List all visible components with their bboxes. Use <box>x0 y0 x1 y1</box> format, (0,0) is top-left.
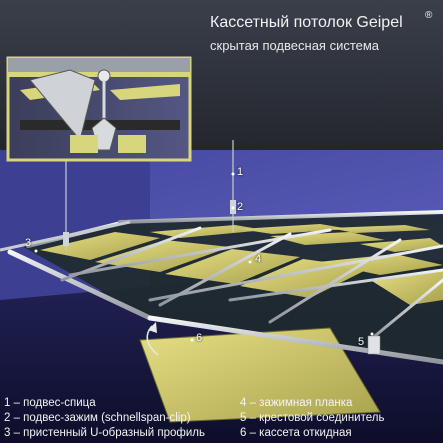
diagram-subtitle: скрытая подвесная система <box>210 38 380 53</box>
legend-item-5: 5 – крестовой соединитель <box>240 412 385 424</box>
legend-item-4: 4 – зажимная планка <box>240 397 353 409</box>
legend-item-1: 1 – подвес-спица <box>4 397 96 409</box>
legend-item-3: 3 – пристенный U-образный профиль <box>4 427 205 439</box>
callout-5: 5 <box>358 336 365 348</box>
callout-2: 2 <box>237 201 244 213</box>
hanger-clip <box>63 232 69 246</box>
callout-6: 6 <box>196 332 203 344</box>
registered-mark: ® <box>425 10 433 21</box>
cross-connector <box>368 336 380 354</box>
legend-item-2: 2 – подвес-зажим (schnellspan-clip) <box>4 412 191 424</box>
callout-4: 4 <box>255 253 262 265</box>
detail-inset <box>8 58 190 160</box>
callout-3: 3 <box>25 237 32 249</box>
diagram-title: Кассетный потолок Geipel <box>210 14 403 31</box>
callout-1: 1 <box>237 166 244 178</box>
legend-item-6: 6 – кассета откидная <box>240 427 352 439</box>
